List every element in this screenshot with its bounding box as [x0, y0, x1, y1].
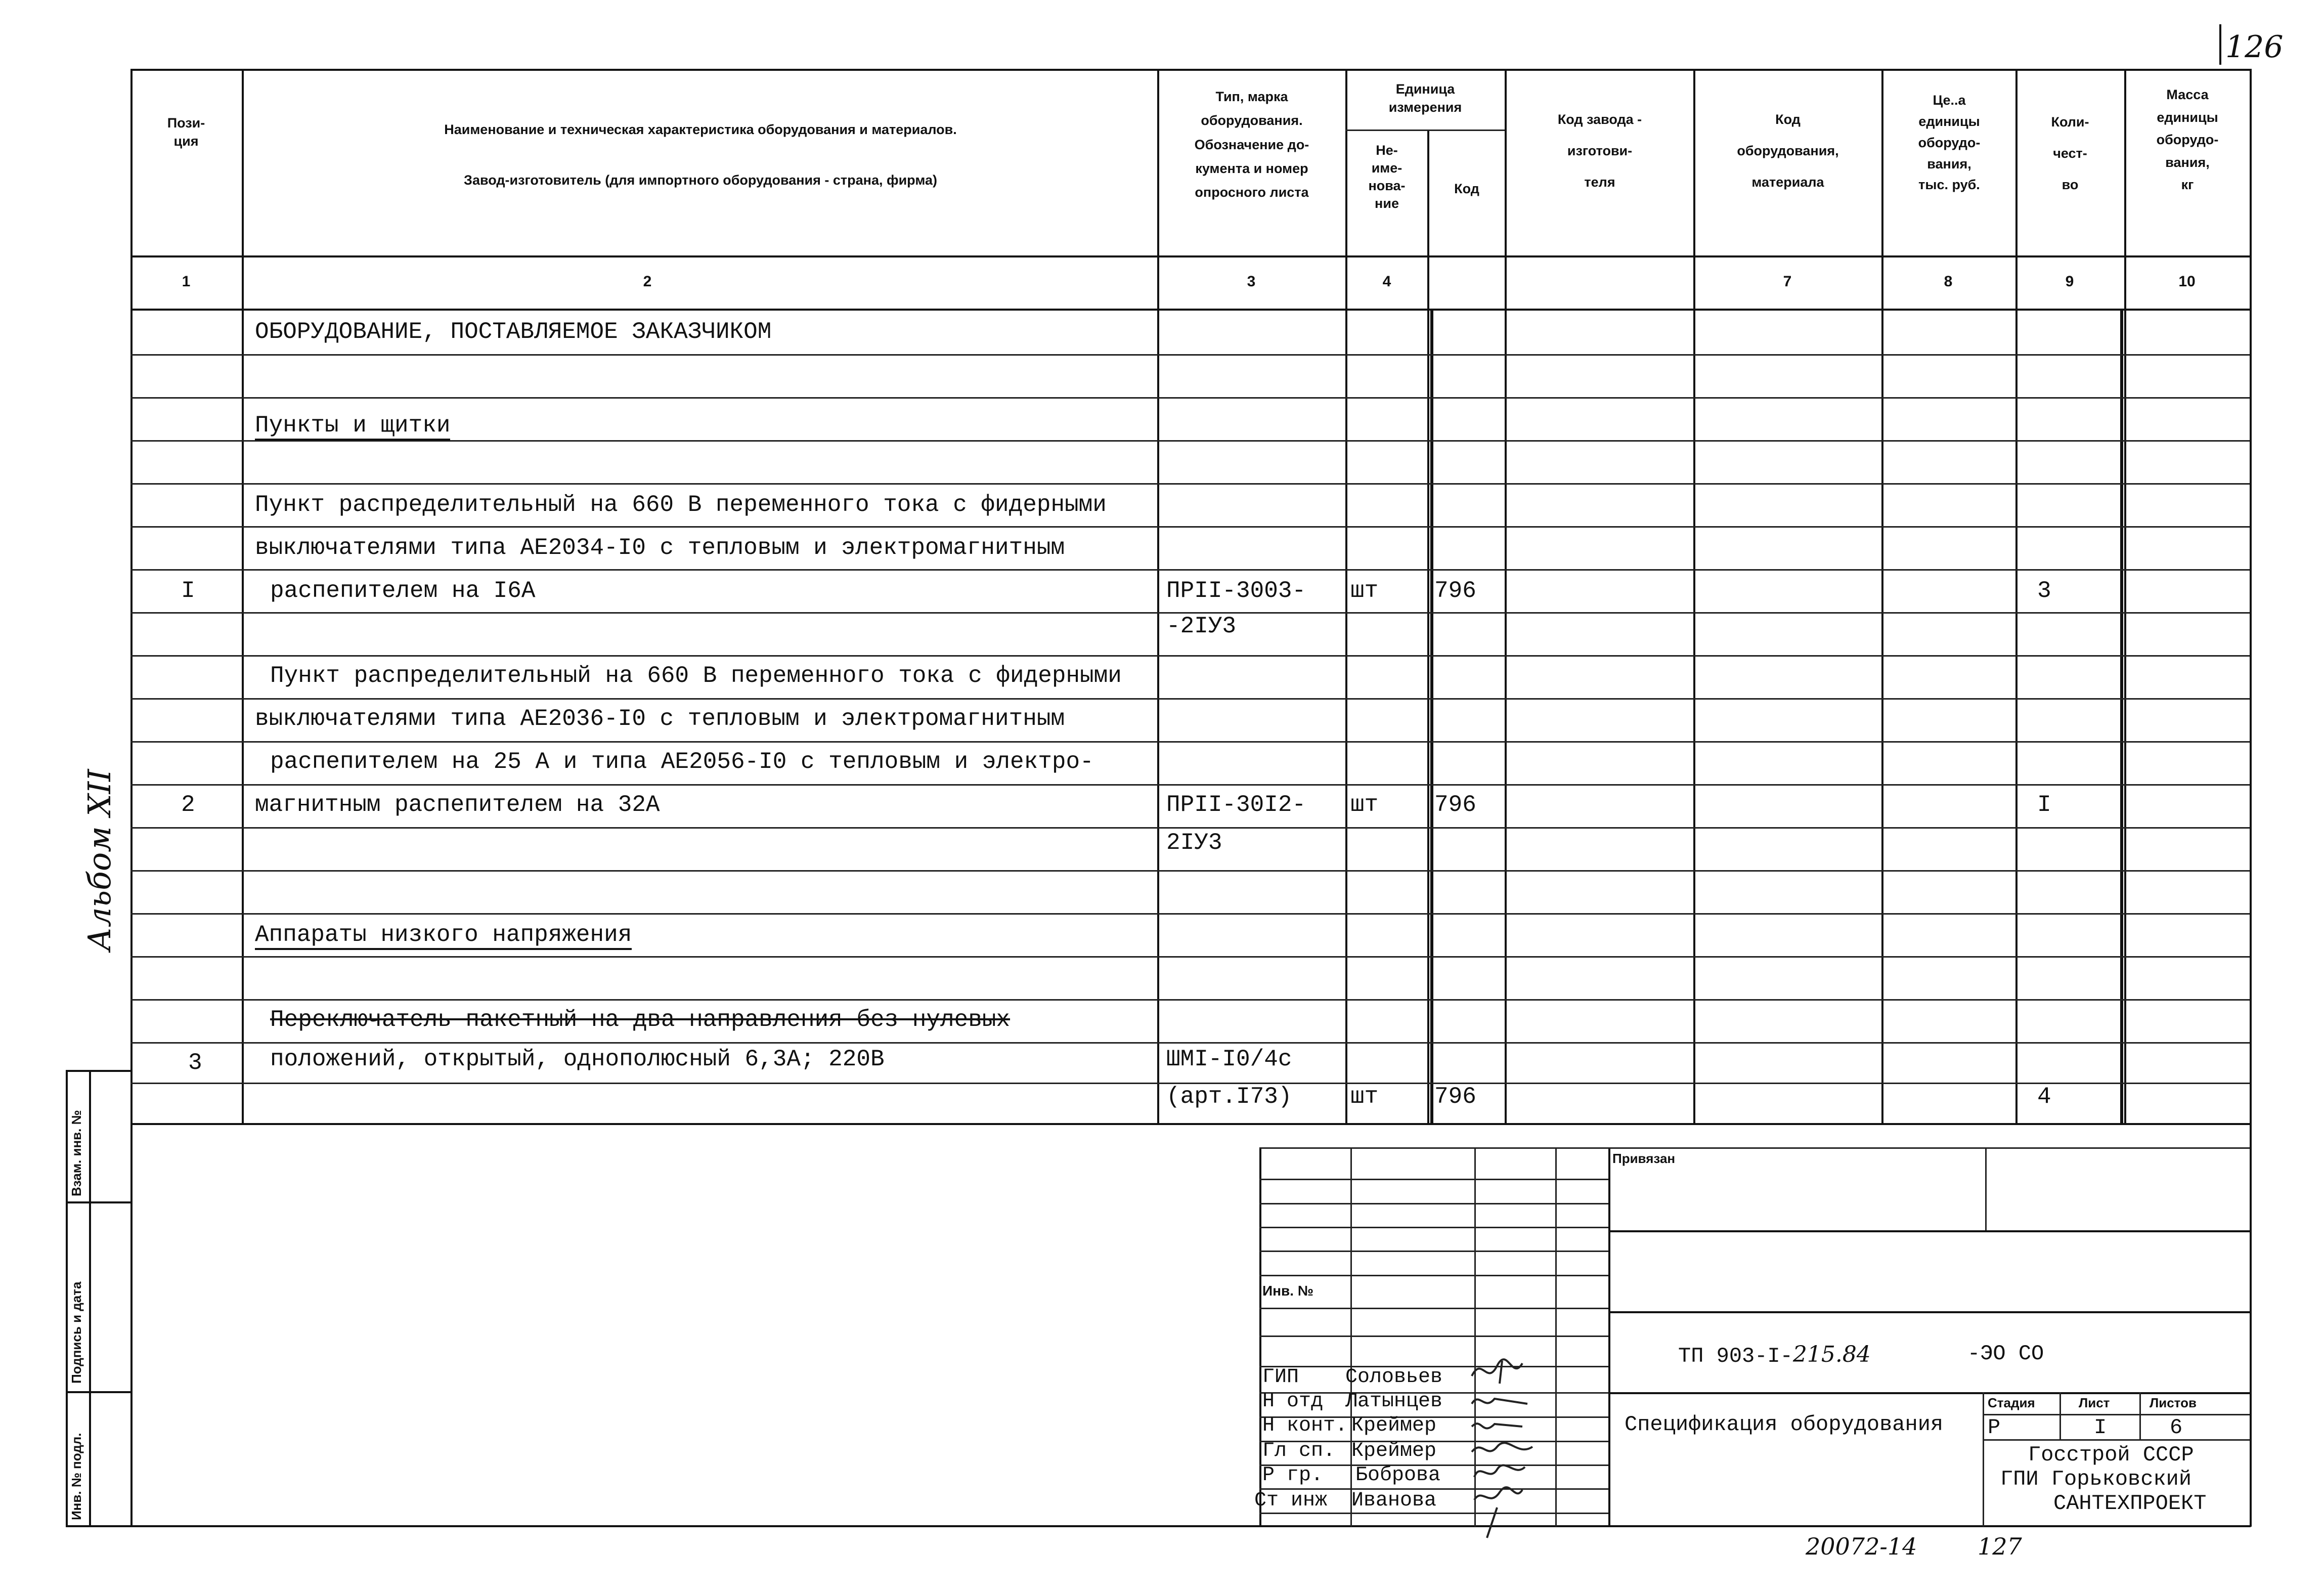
- tb-inv-no: Инв. №: [1262, 1283, 1314, 1299]
- col-sep-7: [1881, 69, 1883, 1123]
- sheet-bottom-border: [66, 1525, 2251, 1527]
- stamp-vzam-inv: Взам. инв. №: [69, 1110, 84, 1196]
- tb-stage-label: Стадия: [1988, 1395, 2035, 1410]
- tb-sheets: 6: [2170, 1415, 2183, 1440]
- unit-subheader-line: [1345, 130, 1505, 131]
- col10-header: Масса единицы оборудо- вания, кг: [2156, 87, 2219, 193]
- item1-unit: шт: [1350, 578, 1379, 604]
- tb-doc-title: Спецификация оборудования: [1625, 1412, 1944, 1437]
- colnum-8: 8: [1944, 273, 1953, 290]
- tb-right: [2250, 1123, 2252, 1527]
- col2-header-line1: Наименование и техническая характеристика оборудования и материалов.: [444, 122, 957, 137]
- unit-group-header: Единица измерения: [1388, 81, 1462, 115]
- item3-desc-line2: положений, открытый, однополюсный 6,3А; 220В: [270, 1046, 885, 1072]
- item3-type-line1: ШМI-I0/4с: [1166, 1046, 1292, 1072]
- item1-desc-line1: Пункт распределительный на 660 В переменного тока с фидерными: [255, 492, 1107, 518]
- colnum-1: 1: [182, 273, 191, 290]
- tb-doc-suffix: -ЭО СО: [1967, 1342, 2044, 1366]
- tb-org2: ГПИ Горьковский: [2000, 1467, 2192, 1491]
- tb-mid: [1608, 1147, 1610, 1527]
- colnum-7: 7: [1783, 273, 1792, 290]
- item2-desc-line2: выключателями типа АЕ2036-I0 с тепловым и электромагнитным: [255, 706, 1065, 732]
- col-sep-9: [2124, 69, 2126, 1123]
- col3-header: Тип, марка оборудования. Обозначение до- кумента и номер опросного листа: [1194, 89, 1309, 200]
- signatures-graphic: [1467, 1356, 1568, 1548]
- staff-name-1: Латынцев: [1345, 1390, 1443, 1413]
- col-sep-4: [1427, 130, 1429, 1123]
- item2-desc-line1: Пункт распределительный на 660 В переменного тока с фидерными: [270, 663, 1122, 689]
- item3-unit: шт: [1350, 1084, 1379, 1110]
- item1-type-line2: -2IУ3: [1166, 613, 1237, 639]
- item3-code: 796: [1434, 1084, 1476, 1110]
- footer-number-2: 127: [1978, 1533, 2022, 1560]
- col6-header: Код завода - изготови- теля: [1557, 112, 1642, 190]
- col2-header-line2: Завод-изготовитель (для импортного оборудования - страна, фирма): [464, 173, 937, 188]
- colnum-4: 4: [1382, 273, 1391, 290]
- table-top-border: [130, 69, 2250, 71]
- item3-desc-line1: Переключатель пакетный на два направления без нулевых: [270, 1007, 1011, 1033]
- item3-position: 3: [188, 1050, 202, 1076]
- item2-desc-line4: магнитным распепителем на 32А: [255, 792, 660, 818]
- item2-code: 796: [1434, 792, 1476, 818]
- col7-header: Код оборудования, материала: [1737, 112, 1839, 190]
- tb-stage: Р: [1988, 1415, 2001, 1440]
- col-sep-2: [1157, 69, 1159, 1123]
- item3-type-line2: (арт.I73): [1166, 1084, 1292, 1110]
- item2-position: 2: [181, 792, 195, 818]
- item1-quantity: 3: [2037, 578, 2051, 604]
- item1-desc-line3: распепителем на I6А: [270, 578, 536, 604]
- col1-header: Пози- ция: [167, 115, 205, 149]
- footer-number-1: 20072-14: [1806, 1533, 1917, 1560]
- item1-desc-line2: выключателями типа АЕ2034-I0 с тепловым и электромагнитным: [255, 535, 1065, 561]
- tb-org1: Госстрой СССР: [2028, 1443, 2194, 1467]
- col5-header: Код: [1454, 181, 1479, 196]
- col-sep-8: [2015, 69, 2018, 1123]
- staff-name-3: Креймер: [1351, 1440, 1437, 1462]
- staff-name-5: Иванова: [1351, 1489, 1437, 1512]
- table-bottom-border: [130, 1123, 2250, 1125]
- item1-type-line1: ПРII-3003-: [1166, 578, 1306, 604]
- staff-role-2: Н конт.: [1262, 1414, 1348, 1437]
- item2-desc-line3: распепителем на 25 А и типа АЕ2056-I0 с тепловым и электро-: [270, 749, 1094, 775]
- staff-name-2: Креймер: [1351, 1414, 1437, 1437]
- col-sep-3: [1345, 69, 1347, 1123]
- item2-unit: шт: [1350, 792, 1379, 818]
- col8-header: Це..а единицы оборудо- вания, тыс. руб.: [1918, 93, 1981, 193]
- staff-role-5: Ст инж: [1254, 1489, 1328, 1512]
- tb-privyazan: Привязан: [1612, 1151, 1676, 1166]
- tb-sheet: I: [2094, 1415, 2107, 1440]
- item2-type-line1: ПРII-30I2-: [1166, 792, 1306, 818]
- col-sep-1: [242, 69, 244, 1123]
- col-sep-5: [1505, 69, 1507, 1123]
- group-title-low-voltage: Аппараты низкого напряжения: [255, 922, 632, 950]
- left-stamp-outer: [66, 1070, 68, 1525]
- staff-name-0: Соловьев: [1345, 1366, 1443, 1389]
- right-frame: [2250, 69, 2252, 1123]
- item1-code: 796: [1434, 578, 1476, 604]
- group-title-points: Пункты и щитки: [255, 412, 450, 441]
- colnum-10: 10: [2178, 273, 2196, 290]
- sheet-number-tick: [2219, 24, 2221, 65]
- left-stamp-inner: [89, 1070, 91, 1525]
- tb-sheet-label: Лист: [2079, 1395, 2110, 1410]
- tb-doc-code-print: ТП 903-I-: [1678, 1344, 1793, 1368]
- tb-doc-code-hand: 215.84: [1792, 1342, 1871, 1367]
- item2-type-line2: 2IУ3: [1166, 830, 1222, 856]
- staff-role-0: ГИП: [1262, 1366, 1299, 1389]
- item2-quantity: I: [2037, 792, 2051, 818]
- left-frame: [130, 69, 133, 1526]
- item3-quantity: 4: [2037, 1084, 2051, 1110]
- staff-role-4: Р гр.: [1262, 1464, 1324, 1487]
- inner-block-left: [1430, 309, 1433, 1123]
- colnum-9: 9: [2065, 273, 2074, 290]
- col4-header: Не- име- нова- ние: [1368, 143, 1406, 211]
- item1-position: I: [181, 578, 195, 604]
- album-label: Альбом XII: [81, 769, 118, 951]
- tb-org3: САНТЕХПРОЕКТ: [2053, 1491, 2207, 1516]
- stamp-sign-date: Подпись и дата: [69, 1281, 84, 1384]
- tb-doc-code: [1678, 1342, 1871, 1368]
- header-bottom-border: [130, 255, 2250, 257]
- staff-role-3: Гл сп.: [1262, 1440, 1336, 1462]
- col9-header: Коли- чест- во: [2051, 114, 2089, 193]
- staff-name-4: Боброва: [1355, 1464, 1441, 1487]
- staff-role-1: Н отд: [1262, 1390, 1324, 1413]
- colnum-2: 2: [643, 273, 652, 290]
- tb-sheets-label: Листов: [2150, 1395, 2197, 1410]
- stamp-inv-podl: Инв. № подл.: [69, 1433, 84, 1520]
- colnum-bottom-border: [130, 309, 2250, 311]
- sheet-number: 126: [2225, 29, 2284, 65]
- section-title: ОБОРУДОВАНИЕ, ПОСТАВЛЯЕМОЕ ЗАКАЗЧИКОМ: [255, 319, 772, 345]
- col-sep-6: [1693, 69, 1695, 1123]
- colnum-3: 3: [1247, 273, 1256, 290]
- inner-block-right: [2120, 309, 2123, 1123]
